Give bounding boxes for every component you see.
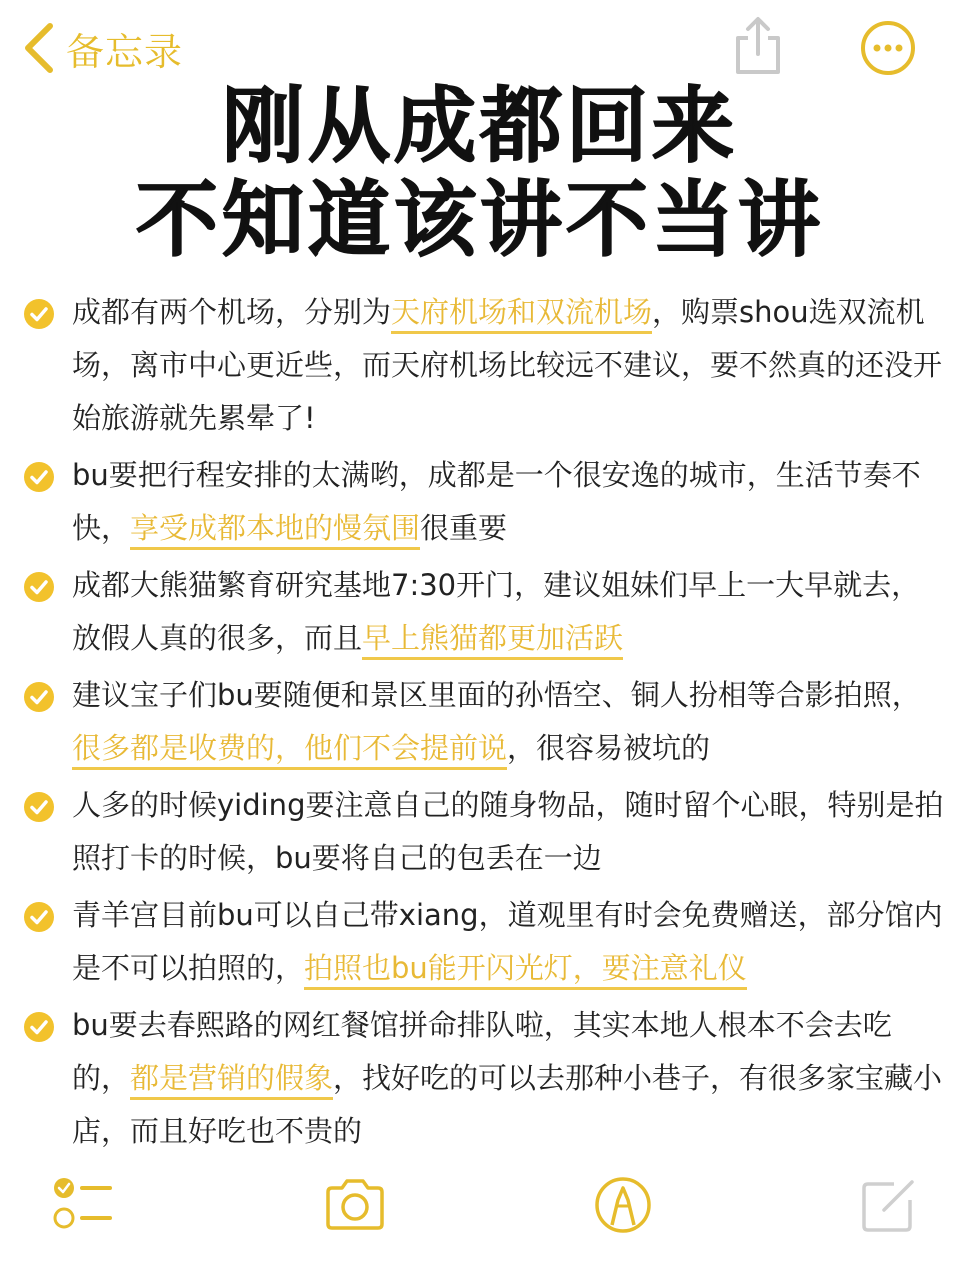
note-text: 成都有两个机场，分别为 — [72, 295, 392, 329]
note-text: ，很容易被坑的 — [507, 731, 711, 765]
more-button[interactable] — [858, 18, 918, 78]
note-text: 建议宝子们bu要随便和景区里面的孙悟空、铜人扮相等合影拍照， — [72, 678, 921, 712]
share-button[interactable] — [728, 14, 788, 76]
markup-pen-icon — [590, 1225, 656, 1244]
list-item — [22, 889, 946, 995]
list-item — [22, 669, 946, 775]
note-text: 青羊宫目前bu可以自己带xiang，道观里有时会免费赠送，部分馆内是不可以拍照的， — [72, 898, 943, 985]
list-item — [22, 286, 946, 445]
checkmark-icon[interactable] — [24, 572, 54, 602]
compose-icon — [858, 1225, 924, 1244]
checklist-icon — [50, 1225, 116, 1244]
back-label: 备忘录 — [66, 29, 184, 74]
highlight-text: 都是营销的假象 — [130, 1061, 333, 1100]
note-text: 成都大熊猫繁育研究基地7:30开门，建议姐妹们早上一大早就去，放假人真的很多，而且 — [72, 568, 921, 655]
checkmark-icon[interactable] — [24, 792, 54, 822]
chevron-left-icon — [22, 20, 56, 76]
highlight-text: 享受成都本地的慢氛围 — [130, 511, 420, 550]
checkmark-icon[interactable] — [24, 682, 54, 712]
bottom-toolbar — [0, 1160, 960, 1260]
note-body[interactable] — [22, 286, 946, 1158]
list-item — [22, 559, 946, 665]
title-line-2: 不知道该讲不当讲 — [135, 173, 824, 268]
list-item — [22, 999, 946, 1158]
highlight-text: 很多都是收费的，他们不会提前说 — [72, 731, 507, 770]
camera-icon — [322, 1225, 388, 1244]
checkmark-icon[interactable] — [24, 462, 54, 492]
compose-button[interactable] — [858, 1170, 924, 1244]
highlight-text: 早上熊猫都更加活跃 — [362, 621, 623, 660]
note-text: ，购票shou选双流机场，离市中心更近些，而天府机场比较远不建议，要不然真的还没开始旅游就先累晕了! — [72, 295, 943, 435]
list-item — [22, 779, 946, 885]
checklist-button[interactable] — [50, 1170, 116, 1244]
checkmark-icon[interactable] — [24, 1012, 54, 1042]
title-line-1: 刚从成都回来 — [221, 79, 738, 174]
note-text: 很重要 — [420, 511, 508, 545]
share-icon — [728, 61, 788, 80]
camera-button[interactable] — [322, 1170, 388, 1244]
note-text: ，找好吃的可以去那种小巷子，有很多家宝藏小店，而且好吃也不贵的 — [72, 1061, 943, 1148]
checkmark-icon[interactable] — [24, 299, 54, 329]
markup-button[interactable] — [590, 1170, 656, 1244]
highlight-text: 天府机场和双流机场 — [391, 295, 652, 334]
note-text: bu要去春熙路的网红餐馆拼命排队啦，其实本地人根本不会去吃的， — [72, 1008, 892, 1095]
note-title — [0, 80, 960, 268]
note-text: bu要把行程安排的太满哟，成都是一个很安逸的城市，生活节奏不快， — [72, 458, 921, 545]
back-button[interactable] — [22, 18, 183, 78]
checkmark-icon[interactable] — [24, 902, 54, 932]
list-item — [22, 449, 946, 555]
note-text: 人多的时候yiding要注意自己的随身物品，随时留个心眼，特别是拍照打卡的时候，bu要将自己的包丢在一边 — [72, 788, 944, 875]
highlight-text: 拍照也bu能开闪光灯，要注意礼仪 — [304, 951, 747, 990]
top-nav-bar — [0, 0, 960, 90]
